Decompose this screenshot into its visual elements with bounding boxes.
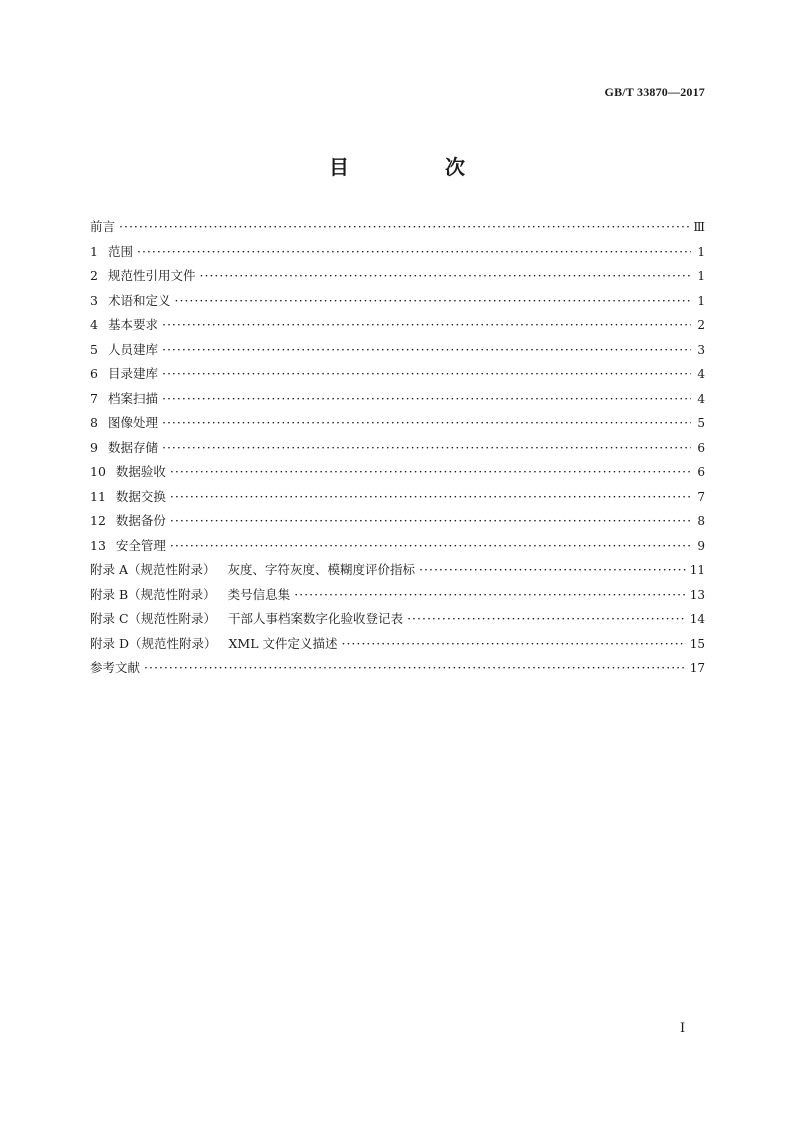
toc-label: 附录 C（规范性附录） 干部人事档案数字化验收登记表 bbox=[90, 611, 404, 626]
toc-page-number: 1 bbox=[697, 293, 705, 308]
dot-leader bbox=[119, 215, 689, 240]
toc-entry-annex-a[interactable] bbox=[90, 558, 705, 583]
toc-number: 1 bbox=[90, 243, 98, 259]
toc-entry[interactable] bbox=[90, 387, 705, 412]
dot-leader bbox=[162, 387, 691, 412]
toc-number: 2 bbox=[90, 268, 98, 283]
toc-entry-annex-c[interactable] bbox=[90, 607, 705, 632]
standard-number: GB/T 33870—2017 bbox=[604, 85, 705, 99]
toc-page-number: 5 bbox=[697, 416, 705, 430]
toc-page-number: 13 bbox=[689, 587, 705, 602]
toc-page-number: 11 bbox=[689, 563, 705, 577]
dot-leader bbox=[174, 289, 691, 314]
toc-number: 13 bbox=[90, 537, 106, 553]
toc-number: 4 bbox=[90, 317, 98, 332]
toc-label: 数据验收 bbox=[115, 464, 166, 479]
toc-label: 数据备份 bbox=[115, 513, 166, 528]
toc-page-number: 17 bbox=[689, 661, 705, 675]
toc-page-number: 6 bbox=[697, 465, 705, 479]
dot-leader bbox=[170, 485, 691, 510]
toc-page-number: 1 bbox=[697, 269, 705, 283]
toc-label: 范围 bbox=[107, 243, 133, 259]
toc-label: 规范性引用文件 bbox=[107, 268, 196, 283]
dot-leader bbox=[162, 338, 691, 363]
toc-entry[interactable] bbox=[90, 289, 705, 314]
toc-entry[interactable] bbox=[90, 534, 705, 559]
toc-entry[interactable] bbox=[90, 460, 705, 485]
toc-label: 安全管理 bbox=[115, 537, 166, 553]
footer-page-number: I bbox=[680, 1021, 686, 1036]
toc-entry[interactable] bbox=[90, 338, 705, 363]
toc-label: 参考文献 bbox=[90, 660, 141, 675]
dot-leader bbox=[170, 460, 691, 485]
toc-number: 3 bbox=[90, 292, 98, 308]
toc-entry[interactable] bbox=[90, 313, 705, 338]
dot-leader bbox=[294, 583, 686, 608]
dot-leader bbox=[419, 558, 686, 583]
toc-entry[interactable] bbox=[90, 240, 705, 265]
dot-leader bbox=[162, 436, 691, 461]
toc-label: 图像处理 bbox=[107, 415, 158, 430]
toc-label: 前言 bbox=[90, 219, 116, 234]
toc-entry[interactable] bbox=[90, 485, 705, 510]
toc-label: 基本要求 bbox=[107, 317, 158, 332]
toc-entry[interactable] bbox=[90, 411, 705, 436]
toc-number: 6 bbox=[90, 366, 98, 381]
toc-page-number: 4 bbox=[697, 367, 705, 381]
dot-leader bbox=[162, 362, 691, 387]
toc-label: 附录 D（规范性附录） XML 文件定义描述 bbox=[90, 635, 338, 651]
toc-entry[interactable] bbox=[90, 509, 705, 534]
dot-leader bbox=[170, 509, 691, 534]
toc-entry-references[interactable] bbox=[90, 656, 705, 681]
toc-page-number: 7 bbox=[697, 489, 705, 504]
toc-entry[interactable] bbox=[90, 264, 705, 289]
toc-page-number: 3 bbox=[697, 342, 705, 357]
dot-leader bbox=[162, 411, 691, 436]
toc-page-number: 1 bbox=[697, 244, 705, 259]
toc-entry[interactable] bbox=[90, 362, 705, 387]
dot-leader bbox=[407, 607, 686, 632]
toc-number: 10 bbox=[90, 464, 106, 479]
toc-annex-title: XML 文件定义描述 bbox=[228, 635, 338, 651]
toc-page-number: 2 bbox=[697, 318, 705, 332]
toc-entry[interactable] bbox=[90, 436, 705, 461]
page-title: 目 次 bbox=[329, 155, 503, 179]
toc-entry[interactable] bbox=[90, 215, 705, 240]
toc-page-number: 8 bbox=[697, 514, 705, 528]
toc-label: 数据交换 bbox=[115, 488, 166, 504]
toc-number: 7 bbox=[90, 390, 98, 406]
toc-page-number: 6 bbox=[697, 440, 705, 455]
toc-label: 人员建库 bbox=[107, 341, 158, 357]
toc-annex-title: 干部人事档案数字化验收登记表 bbox=[228, 611, 404, 626]
toc-annex-title: 类号信息集 bbox=[227, 586, 291, 602]
toc-page-number: 4 bbox=[697, 391, 705, 406]
toc-number: 5 bbox=[90, 341, 98, 357]
toc-label: 术语和定义 bbox=[107, 292, 171, 308]
toc-label: 档案扫描 bbox=[107, 390, 158, 406]
toc-number: 12 bbox=[90, 513, 106, 528]
toc-page-number: 9 bbox=[697, 538, 705, 553]
toc-label: 目录建库 bbox=[107, 366, 158, 381]
toc-label: 附录 A（规范性附录） 灰度、字符灰度、模糊度评价指标 bbox=[90, 562, 416, 577]
toc-number: 9 bbox=[90, 439, 98, 455]
dot-leader bbox=[341, 632, 685, 657]
toc-number: 11 bbox=[90, 488, 106, 504]
dot-leader bbox=[162, 313, 691, 338]
toc-label: 数据存储 bbox=[107, 439, 158, 455]
toc-page-number: 14 bbox=[689, 612, 705, 626]
toc-page-number: Ⅲ bbox=[693, 220, 705, 234]
toc-page-number: 15 bbox=[689, 636, 705, 651]
toc-entry-annex-d[interactable] bbox=[90, 632, 705, 657]
toc-annex-title: 灰度、字符灰度、模糊度评价指标 bbox=[227, 562, 416, 577]
toc-entry-annex-b[interactable] bbox=[90, 583, 705, 608]
dot-leader bbox=[199, 264, 691, 289]
toc-label: 附录 B（规范性附录） 类号信息集 bbox=[90, 586, 291, 602]
dot-leader bbox=[170, 534, 691, 559]
dot-leader bbox=[144, 656, 686, 681]
dot-leader bbox=[137, 240, 691, 265]
table-of-contents bbox=[90, 215, 705, 681]
toc-number: 8 bbox=[90, 415, 98, 430]
